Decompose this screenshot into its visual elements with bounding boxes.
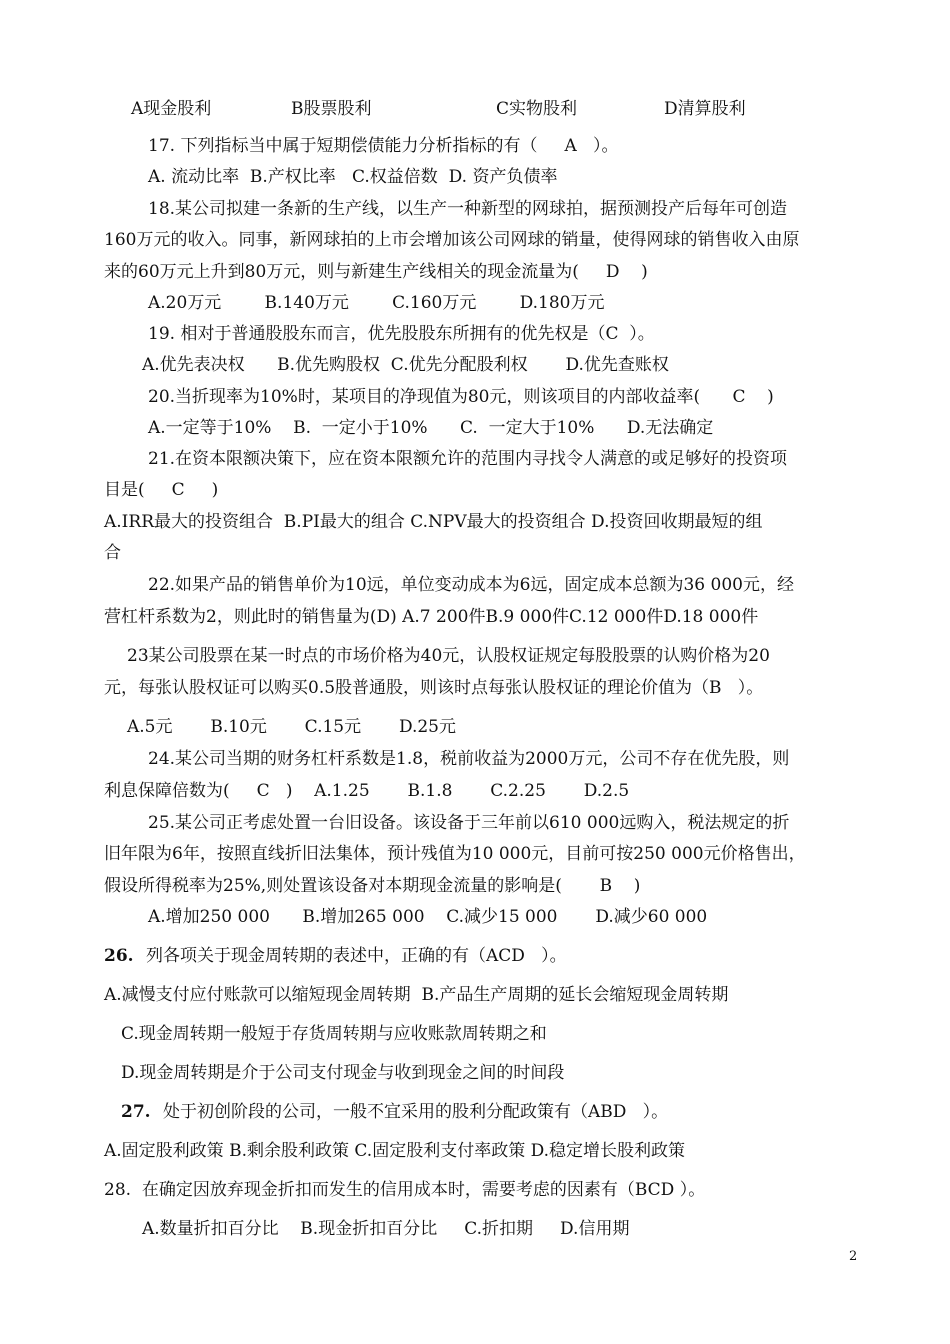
q16-option-b: B股票股利 <box>291 99 372 119</box>
question-27-number: 27. <box>121 1102 151 1122</box>
question-18-line-2: 160万元的收入。同事，新网球拍的上市会增加该公司网球的销量，使得网球的销售收入由原 <box>104 230 800 250</box>
question-26: 列各项关于现金周转期的表述中，正确的有（ACD ）。 <box>146 946 567 966</box>
question-20-options: A.一定等于10% B. 一定小于10% C. 一定大于10% D.无法确定 <box>148 418 714 438</box>
question-23-line-2: 元，每张认股权证可以购买0.5股普通股，则该时点每张认股权证的理论价值为（B ）。 <box>104 678 764 698</box>
question-23-line-1: 23某公司股票在某一时点的市场价格为40元，认股权证规定每股股票的认购价格为20 <box>127 646 770 666</box>
question-21-options-line-1: A.IRR最大的投资组合 B.PI最大的组合 C.NPV最大的投资组合 D.投资回收期最短的组 <box>104 512 763 532</box>
question-25-options: A.增加250 000 B.增加265 000 C.减少15 000 D.减少60 000 <box>148 907 708 927</box>
question-21-options-line-2: 合 <box>104 543 121 563</box>
question-23-options: A.5元 B.10元 C.15元 D.25元 <box>127 717 457 737</box>
q16-option-d: D清算股利 <box>664 99 746 119</box>
question-22-line-1: 22.如果产品的销售单价为10远，单位变动成本为6远，固定成本总额为36 000元，经 <box>148 575 794 595</box>
q16-option-c: C实物股利 <box>496 99 578 119</box>
question-24-line-1: 24.某公司当期的财务杠杆系数是1.8，税前收益为2000万元，公司不存在优先股，则 <box>148 749 790 769</box>
question-25-line-3: 假设所得税率为25%,则处置该设备对本期现金流量的影响是( B ) <box>104 876 641 896</box>
question-21-line-2: 目是( C ) <box>104 480 219 500</box>
question-18-options: A.20万元 B.140万元 C.160万元 D.180万元 <box>148 293 605 313</box>
question-28-options: A.数量折扣百分比 B.现金折扣百分比 C.折扣期 D.信用期 <box>142 1219 630 1239</box>
question-22-line-2: 营杠杆系数为2，则此时的销售量为(D) A.7 200件B.9 000件C.12 000件D.18 000件 <box>104 607 759 627</box>
question-28: 28. 在确定因放弃现金折扣而发生的信用成本时，需要考虑的因素有（BCD ）。 <box>104 1180 706 1200</box>
question-18-line-3: 来的60万元上升到80万元，则与新建生产线相关的现金流量为( D ) <box>104 262 648 282</box>
question-21-line-1: 21.在资本限额决策下，应在资本限额允许的范围内寻找令人满意的或足够好的投资项 <box>148 449 788 469</box>
question-19: 19. 相对于普通股股东而言，优先股股东所拥有的优先权是（C ）。 <box>148 324 655 344</box>
question-19-options: A.优先表决权 B.优先购股权 C.优先分配股利权 D.优先查账权 <box>142 355 669 375</box>
q16-option-a: A现金股利 <box>131 99 212 119</box>
question-25-line-2: 旧年限为6年，按照直线折旧法集体，预计残值为10 000元，目前可按250 000元价格售出， <box>104 844 806 864</box>
question-26-number: 26. <box>104 946 134 966</box>
question-26-options-a-b: A.减慢支付应付账款可以缩短现金周转期 B.产品生产周期的延长会缩短现金周转期 <box>104 985 729 1005</box>
question-26-option-d: D.现金周转期是介于公司支付现金与收到现金之间的时间段 <box>121 1063 565 1083</box>
question-26-option-c: C.现金周转期一般短于存货周转期与应收账款周转期之和 <box>121 1024 547 1044</box>
question-18-line-1: 18.某公司拟建一条新的生产线，以生产一种新型的网球拍，据预测投产后每年可创造 <box>148 199 788 219</box>
question-24-line-2: 利息保障倍数为( C ) A.1.25 B.1.8 C.2.25 D.2.5 <box>104 781 630 801</box>
question-25-line-1: 25.某公司正考虑处置一台旧设备。该设备于三年前以610 000远购入，税法规定的折 <box>148 813 790 833</box>
question-20: 20.当折现率为10%时，某项目的净现值为80元，则该项目的内部收益率( C ) <box>148 387 774 407</box>
question-17: 17. 下列指标当中属于短期偿债能力分析指标的有（ A ）。 <box>148 136 619 156</box>
question-17-options: A. 流动比率 B.产权比率 C.权益倍数 D. 资产负债率 <box>148 167 558 187</box>
question-27-options: A.固定股利政策 B.剩余股利政策 C.固定股利支付率政策 D.稳定增长股利政策 <box>104 1141 686 1161</box>
question-27: 处于初创阶段的公司，一般不宜采用的股利分配政策有（ABD ）。 <box>163 1102 669 1122</box>
page-number: 2 <box>849 1249 858 1264</box>
